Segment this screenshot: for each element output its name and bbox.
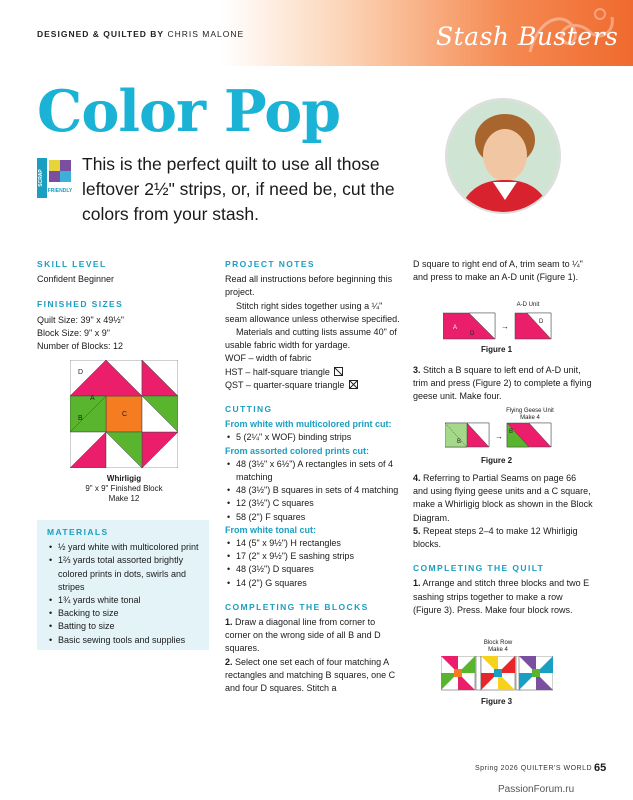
column-left — [37, 258, 207, 353]
step-number: 1. — [413, 578, 421, 589]
block-size: Block Size: 9" x 9" — [37, 327, 110, 338]
block-label-a: A — [90, 395, 95, 402]
finished-sizes-heading: FINISHED SIZES — [37, 299, 124, 310]
section-title: Stash Busters — [436, 22, 619, 51]
abbr-hst: HST – half-square triangle — [225, 366, 330, 377]
material-item: • 1¾ yards white tonal — [47, 594, 205, 607]
cutting-item: • 48 (3½") D squares — [225, 563, 400, 576]
cutting-item: • 12 (3½") C squares — [225, 497, 400, 510]
page-title: Color Pop — [37, 78, 341, 145]
figure3-block-1 — [441, 656, 475, 690]
designer-credit — [37, 29, 244, 39]
step-number: 4. — [413, 473, 421, 483]
abbr-wof: WOF – width of fabric — [225, 353, 312, 364]
footer-issue: Spring 2026 QUILTER'S WORLD — [475, 765, 593, 772]
cutting-group-heading: From assorted colored prints cut: — [225, 445, 370, 456]
step-number: 1. — [225, 617, 233, 628]
blocks-step-2 — [225, 656, 400, 696]
step-number: 3. — [413, 365, 421, 375]
step-2-continued: D square to right end of A, trim seam to ¼" and press to make an A-D unit (Figure 1). — [413, 259, 583, 283]
completing-blocks-heading: COMPLETING THE BLOCKS — [225, 601, 369, 612]
figure2-unit-label-2: Make 4 — [520, 415, 540, 421]
figure3-label-2: Make 4 — [488, 647, 508, 653]
blocks-step-1 — [225, 616, 400, 656]
cutting-group-heading: From white with multicolored print cut: — [225, 419, 392, 430]
figure3-diagram — [441, 656, 553, 692]
whirligig-block-diagram — [70, 360, 178, 468]
step-text: Referring to Partial Seams on page 66 and using flying geese units and a C square, make a Whirligig block as shown in the Block Diagram. — [413, 473, 593, 523]
notes-paragraph: Materials and cutting lists assume 40" of usable fabric width for yardage. — [225, 327, 397, 351]
figure2-label-b: B — [457, 439, 462, 445]
designer-portrait — [445, 98, 561, 214]
column-right-steps — [413, 472, 593, 617]
figure1-label-d: D — [470, 331, 475, 337]
notes-paragraph: Stitch right sides together using a ¼" seam allowance unless otherwise specified. — [225, 300, 400, 324]
block-label-b: B — [78, 415, 83, 422]
figure1-diagram — [443, 311, 553, 341]
block-caption-size: 9" x 9" Finished Block — [85, 484, 163, 493]
step-number: 5. — [413, 525, 421, 536]
cutting-item: • 5 (2¼" x WOF) binding strips — [225, 431, 400, 444]
cutting-item: • 14 (2") G squares — [225, 577, 400, 590]
step-text: Stitch a B square to left end of A-D unit, trim and press (Figure 2) to complete a flying geese unit. Make four. — [413, 365, 592, 402]
svg-text:→: → — [495, 432, 503, 441]
step-number: 2. — [225, 656, 233, 667]
column-middle — [225, 258, 400, 695]
figure2-unit-label — [500, 408, 560, 422]
cutting-item: • 58 (2") F squares — [225, 511, 400, 524]
step-text: Repeat steps 2–4 to make 12 Whirligig blocks. — [413, 525, 578, 550]
abbr-hst-row — [225, 366, 400, 379]
material-item: • Basic sewing tools and supplies — [47, 634, 205, 647]
material-item: • 1⅔ yards total assorted brightly colored prints in dots, swirls and stripes — [47, 554, 205, 594]
cutting-group-heading: From white tonal cut: — [225, 524, 316, 535]
figure3-caption: Figure 3 — [481, 697, 513, 706]
block-caption-title: Whirligig — [106, 474, 142, 483]
figure2-label-b: B — [509, 429, 514, 435]
block-caption-count: Make 12 — [108, 494, 140, 503]
cutting-item: • 14 (5" x 9½") H rectangles — [225, 537, 400, 550]
figure1-label-a: A — [453, 325, 458, 331]
material-item: • Batting to size — [47, 620, 205, 633]
abbr-qst-row — [225, 379, 400, 392]
abbr-qst: QST – quarter-square triangle — [225, 379, 345, 390]
block-label-c: C — [122, 411, 128, 418]
material-item: • Backing to size — [47, 607, 205, 620]
figure1-caption: Figure 1 — [481, 345, 513, 354]
skill-level-heading: SKILL LEVEL — [37, 259, 107, 269]
designed-by-label: DESIGNED & QUILTED BY — [37, 29, 165, 39]
figure3-block-3 — [519, 656, 553, 690]
material-item: • ½ yard white with multicolored print — [47, 541, 205, 554]
number-of-blocks: Number of Blocks: 12 — [37, 341, 124, 352]
completing-quilt-heading: COMPLETING THE QUILT — [413, 563, 545, 574]
designer-name: CHRIS MALONE — [167, 29, 245, 39]
badge-text-scrap: SCRAP — [38, 169, 44, 187]
block-diagram-caption — [57, 474, 191, 504]
column-right-step3 — [413, 364, 593, 404]
materials-heading: MATERIALS — [47, 527, 109, 537]
notes-paragraph: Read all instructions before beginning this project. — [225, 274, 393, 298]
step-text: Arrange and stitch three blocks and two E sashing strips together to make a row (Figure 3). Press. Make four block rows. — [413, 578, 590, 615]
project-notes-heading: PROJECT NOTES — [225, 259, 315, 269]
cutting-item: • 48 (3½" x 6½") A rectangles in sets of 4 matching — [225, 458, 400, 484]
svg-text:→: → — [501, 322, 509, 331]
hst-icon — [334, 367, 343, 376]
intro-paragraph: This is the perfect quilt to use all those leftover 2½" strips, or, if need be, cut the colors from your stash. — [82, 154, 395, 224]
column-right-top — [413, 258, 593, 284]
cutting-heading: CUTTING — [225, 404, 273, 415]
figure1-unit-label: A-D Unit — [516, 302, 540, 308]
step-text: Select one set each of four matching A rectangles and matching B squares, one C and four D squares. Stitch a — [225, 656, 396, 694]
watermark: PassionForum.ru — [498, 784, 575, 795]
step-text: Draw a diagonal line from corner to corner on the wrong side of all B and D squares. — [225, 617, 381, 654]
skill-level-value: Confident Beginner — [37, 274, 115, 285]
page-number: 65 — [594, 762, 607, 774]
qst-icon — [349, 380, 358, 389]
figure1-label-d: D — [539, 319, 544, 325]
figure3-label-1: Block Row — [483, 640, 513, 646]
cutting-item: • 17 (2" x 9½") E sashing strips — [225, 550, 400, 563]
badge-text-friendly: FRIENDLY — [47, 188, 73, 194]
scrap-friendly-badge-icon — [37, 158, 73, 198]
figure2-caption: Figure 2 — [481, 456, 513, 465]
block-label-d: D — [78, 369, 84, 376]
materials-list — [47, 526, 205, 647]
figure3-block-2 — [481, 656, 515, 690]
quilt-size: Quilt Size: 39" x 49½" — [37, 314, 124, 325]
figure3-label — [476, 640, 520, 654]
cutting-item: • 48 (3½") B squares in sets of 4 matching — [225, 484, 400, 497]
figure2-diagram — [445, 421, 555, 451]
figure2-unit-label-1: Flying Geese Unit — [506, 408, 554, 414]
